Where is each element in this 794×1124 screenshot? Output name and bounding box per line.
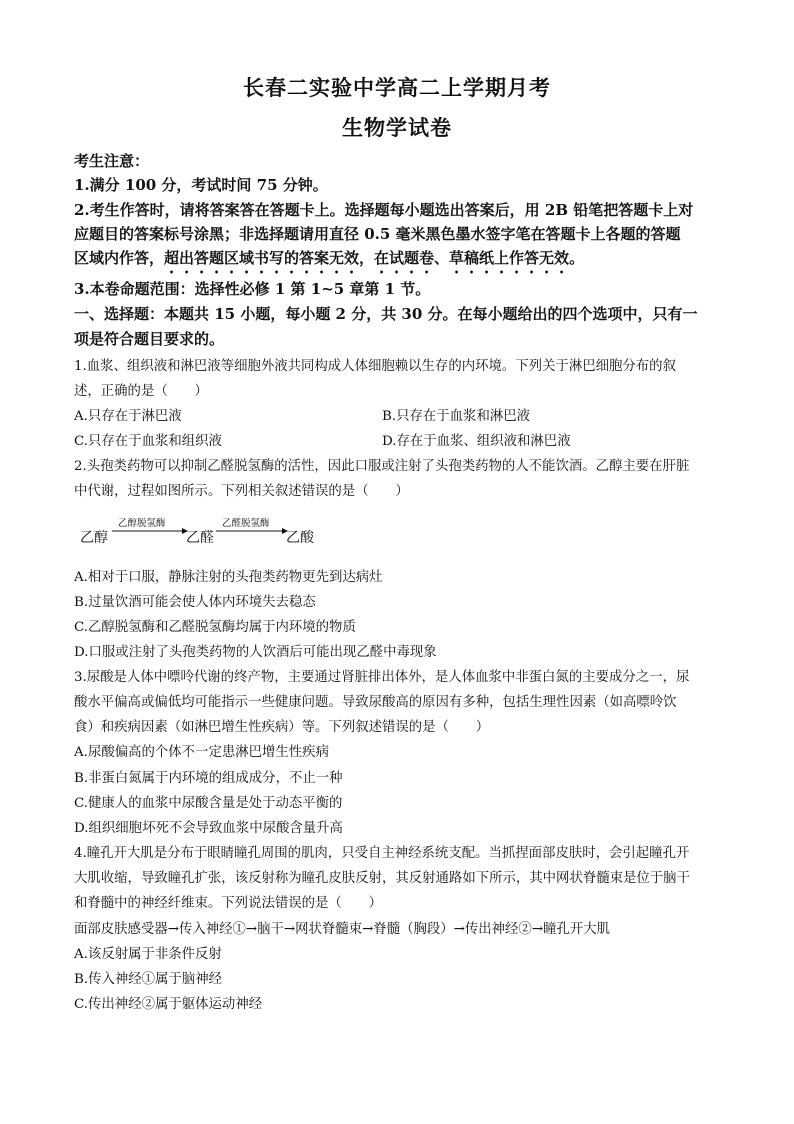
notice-text: ，	[359, 249, 375, 267]
q4-stem-line-1: 4.瞳孔开大肌是分布于眼睛瞳孔周围的肌肉，只受自主神经系统支配。当抓捏面部皮肤时，会引起瞳孔开	[74, 846, 690, 861]
notice-text: 。	[569, 249, 585, 267]
q4-reflex-pathway: 面部皮肤感受器→传入神经①→脑干→网状脊髓束→脊髓（胸段）→传出神经②→瞳孔开大肌	[74, 922, 610, 937]
scheme-ethanol: 乙醇	[80, 530, 108, 546]
q2-stem-line-1: 2.头孢类药物可以抑制乙醛脱氢酶的活性，因此口服或注射了头孢类药物的人不能饮酒。乙醇主要在肝脏	[74, 459, 690, 474]
q2-option-b: B.过量饮酒可能会使人体内环境失去稳态	[74, 595, 316, 610]
notice-item-2-line-1: 2.考生作答时，请将答案答在答题卡上。选择题每小题选出答案后，用 2B 铅笔把答题卡上对	[74, 201, 694, 219]
q1-stem-line-2: 述，正确的是（ ）	[74, 384, 208, 399]
notice-item-3: 3.本卷命题范围：选择性必修 1 第 1~5 章第 1 节。	[74, 280, 431, 298]
q2-option-a: A.相对于口服，静脉注射的头孢类药物更先到达病灶	[74, 570, 383, 585]
q2-option-c: C.乙醇脱氢酶和乙醛脱氢酶均属于内环境的物质	[74, 620, 356, 635]
q1-stem-line-1: 1.血浆、组织液和淋巴液等细胞外液共同构成人体细胞赖以生存的内环境。下列关于淋巴细胞分布的叙	[74, 359, 676, 374]
q4-option-c: C.传出神经②属于躯体运动神经	[74, 997, 263, 1012]
section-heading-line-2: 项是符合题目要求的。	[74, 330, 225, 348]
ethanol-metabolism-scheme	[80, 516, 380, 550]
q3-option-d: D.组织细胞坏死不会导致血浆中尿酸含量升高	[74, 821, 343, 836]
notice-heading: 考生注意：	[74, 152, 150, 170]
q4-option-b: B.传入神经①属于脑神经	[74, 972, 223, 987]
scheme-enzyme-2: 乙醛脱氢酶	[222, 518, 270, 529]
q3-option-c: C.健康人的血浆中尿酸含量是处于动态平衡的	[74, 796, 343, 811]
q1-option-d: D.存在于血浆、组织液和淋巴液	[382, 434, 571, 449]
emphasis-text: 超出答题区域书写的答案无效	[164, 249, 360, 267]
q1-option-a: A.只存在于淋巴液	[74, 409, 182, 424]
exam-subtitle: 生物学试卷	[342, 115, 452, 140]
q3-stem-line-1: 3.尿酸是人体中嘌呤代谢的终产物，主要通过肾脏排出体外，是人体血浆中非蛋白氮的主要成分之一，尿	[74, 670, 690, 685]
q4-option-a: A.该反射属于非条件反射	[74, 947, 222, 962]
q2-stem-line-2: 中代谢，过程如图所示。下列相关叙述错误的是（ ）	[74, 484, 409, 499]
q3-option-b: B.非蛋白氮属于内环境的组成成分，不止一种	[74, 771, 343, 786]
q3-stem-line-3: 食）和疾病因素（如淋巴增生性疾病）等。下列叙述错误的是（ ）	[74, 720, 490, 735]
q3-stem-line-2: 酸水平偏高或偏低均可能指示一些健康问题。导致尿酸高的原因有多种，包括生理性因素（如高嘌呤饮	[74, 695, 677, 710]
q1-option-b: B.只存在于血浆和淋巴液	[382, 409, 531, 424]
q4-stem-line-3: 和脊髓中的神经纤维束。下列说法错误的是（ ）	[74, 896, 382, 911]
exam-title: 长春二实验中学高二上学期月考	[243, 75, 551, 100]
q2-option-d: D.口服或注射了头孢类药物的人饮酒后可能出现乙醛中毒现象	[74, 645, 437, 660]
scheme-acetaldehyde: 乙醛	[186, 530, 214, 546]
q4-stem-line-2: 大肌收缩，导致瞳孔扩张，该反射称为瞳孔皮肤反射，其反射通路如下所示，其中网状脊髓束是位于脑干	[74, 871, 690, 886]
notice-item-1: 1.满分 100 分，考试时间 75 分钟。	[74, 176, 328, 194]
scheme-acetic-acid: 乙酸	[286, 530, 314, 546]
q1-option-c: C.只存在于血浆和组织液	[74, 434, 222, 449]
notice-item-2-line-2: 应题目的答案标号涂黑；非选择题请用直径 0.5 毫米黑色墨水签字笔在答题卡上各题的答题	[74, 225, 681, 243]
q3-option-a: A.尿酸偏高的个体不一定患淋巴增生性疾病	[74, 745, 329, 760]
scheme-enzyme-1: 乙醇脱氢酶	[118, 518, 166, 529]
section-heading-line-1: 一、选择题：本题共 15 小题，每小题 2 分，共 30 分。在每小题给出的四个选项中，只有一	[74, 305, 698, 323]
notice-item-2-line-3	[74, 247, 724, 277]
notice-text: 区域内作答，	[74, 249, 165, 267]
emphasis-text: 在试题卷、草稿纸上作答无效	[374, 249, 570, 267]
